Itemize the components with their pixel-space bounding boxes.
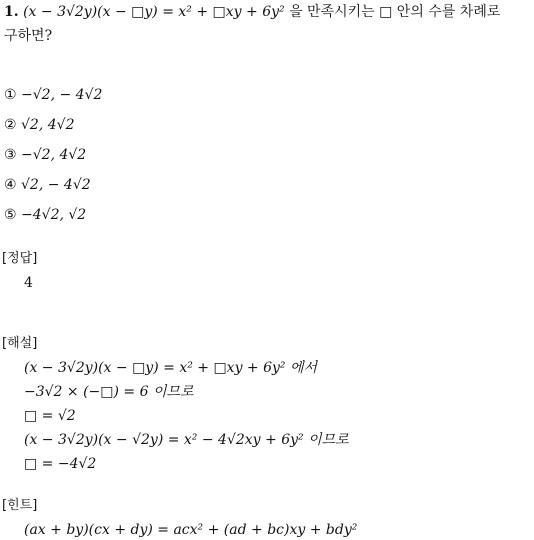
question-number: 1.	[4, 4, 19, 20]
explanation-line-3: □ = √2	[24, 408, 76, 424]
choice-text: −√2, − 4√2	[21, 87, 103, 103]
choice-text: −√2, 4√2	[21, 147, 87, 163]
answer-label: [정답]	[2, 251, 38, 266]
explanation-label: [해설]	[2, 336, 38, 351]
explanation-line-4: (x − 3√2y)(x − √2y) = x² − 4√2xy + 6y² 이므로	[24, 432, 349, 448]
choice-marker: ④	[4, 177, 17, 193]
choice-2[interactable]	[4, 116, 74, 134]
question-line-1	[4, 3, 500, 21]
explanation-line-2: −3√2 × (−□) = 6 이므로	[24, 384, 194, 400]
answer-value: 4	[24, 275, 33, 291]
question-equation: (x − 3√2y)(x − □y) = x² + □xy + 6y²	[23, 4, 285, 20]
choice-marker: ⑤	[4, 207, 17, 223]
explanation-line-1: (x − 3√2y)(x − □y) = x² + □xy + 6y² 에서	[24, 360, 318, 376]
explanation-line-5: □ = −4√2	[24, 456, 97, 472]
choice-marker: ③	[4, 147, 17, 163]
choice-1[interactable]	[4, 86, 102, 104]
choice-text: √2, − 4√2	[21, 177, 91, 193]
choice-4[interactable]	[4, 176, 91, 194]
choice-text: √2, 4√2	[21, 117, 75, 133]
hint-label: [힌트]	[2, 498, 38, 513]
choice-3[interactable]	[4, 146, 86, 164]
choice-marker: ①	[4, 87, 17, 103]
hint-formula: (ax + by)(cx + dy) = acx² + (ad + bc)xy + bdy²	[24, 522, 358, 538]
choice-5[interactable]	[4, 206, 86, 224]
choice-marker: ②	[4, 117, 17, 133]
choice-text: −4√2, √2	[21, 207, 87, 223]
question-text: 을 만족시키는 □ 안의 수를 차례로	[289, 4, 501, 20]
question-line-2: 구하면?	[4, 28, 53, 44]
